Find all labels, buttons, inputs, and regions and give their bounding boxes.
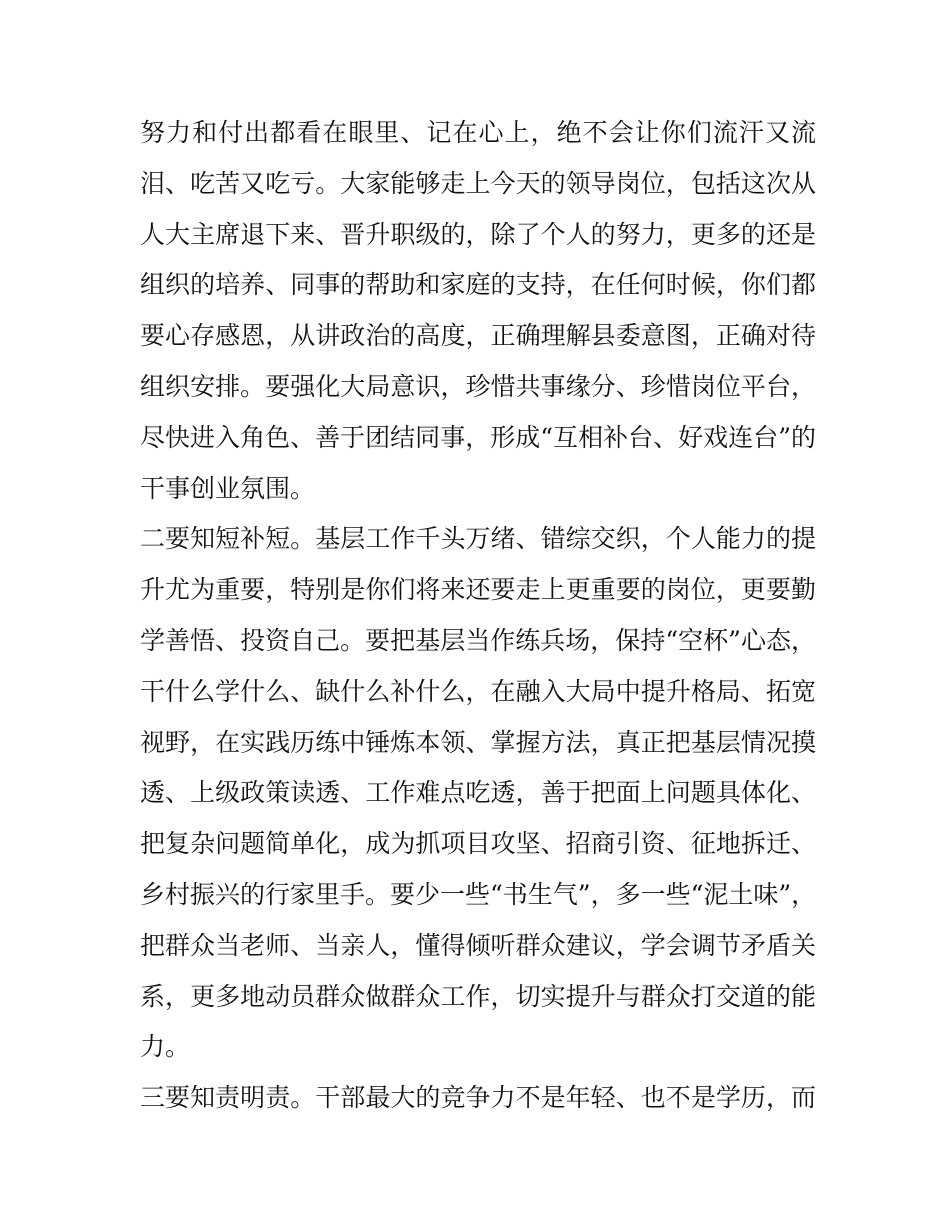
paragraph-1 xyxy=(140,108,816,514)
paragraph-2 xyxy=(140,514,816,1073)
text-line: 乡村振兴的行家里手。要少一些“书生气”，多一些“泥土味”， xyxy=(140,879,817,909)
text-line: 视野，在实践历练中锤炼本领、掌握方法，真正把基层情况摸 xyxy=(140,727,816,757)
text-line: 学善悟、投资自己。要把基层当作练兵场，保持“空杯”心态， xyxy=(140,625,816,655)
text-line: 泪、吃苦又吃亏。大家能够走上今天的领导岗位，包括这次从 xyxy=(140,168,816,198)
text-line: 升尤为重要，特别是你们将来还要走上更重要的岗位，更要勤 xyxy=(140,575,816,605)
text-line: 要心存感恩，从讲政治的高度，正确理解县委意图，正确对待 xyxy=(140,321,816,351)
text-line: 人大主席退下来、晋升职级的，除了个人的努力，更多的还是 xyxy=(140,219,816,249)
paragraph-3 xyxy=(140,1073,816,1124)
text-line: 干什么学什么、缺什么补什么，在融入大局中提升格局、拓宽 xyxy=(140,676,816,706)
text-line: 干事创业氛围。 xyxy=(140,473,316,503)
text-line: 组织安排。要强化大局意识，珍惜共事缘分、珍惜岗位平台， xyxy=(140,371,816,401)
text-line: 系，更多地动员群众做群众工作，切实提升与群众打交道的能 xyxy=(140,981,816,1011)
text-line: 组织的培养、同事的帮助和家庭的支持，在任何时候，你们都 xyxy=(140,270,816,300)
text-line: 尽快进入角色、善于团结同事，形成“互相补台、好戏连台”的 xyxy=(140,422,816,452)
text-line: 透、上级政策读透、工作难点吃透，善于把面上问题具体化、 xyxy=(140,778,816,808)
text-line: 力。 xyxy=(140,1032,191,1062)
text-line: 二要知短补短。基层工作千头万绪、错综交织，个人能力的提 xyxy=(140,524,816,554)
text-line: 把群众当老师、当亲人，懂得倾听群众建议，学会调节矛盾关 xyxy=(140,930,816,960)
text-line: 三要知责明责。干部最大的竞争力不是年轻、也不是学历，而 xyxy=(140,1083,816,1113)
document-body xyxy=(140,108,816,1124)
text-line: 努力和付出都看在眼里、记在心上，绝不会让你们流汗又流 xyxy=(140,118,816,147)
text-line: 把复杂问题简单化，成为抓项目攻坚、招商引资、征地拆迁、 xyxy=(140,829,816,859)
